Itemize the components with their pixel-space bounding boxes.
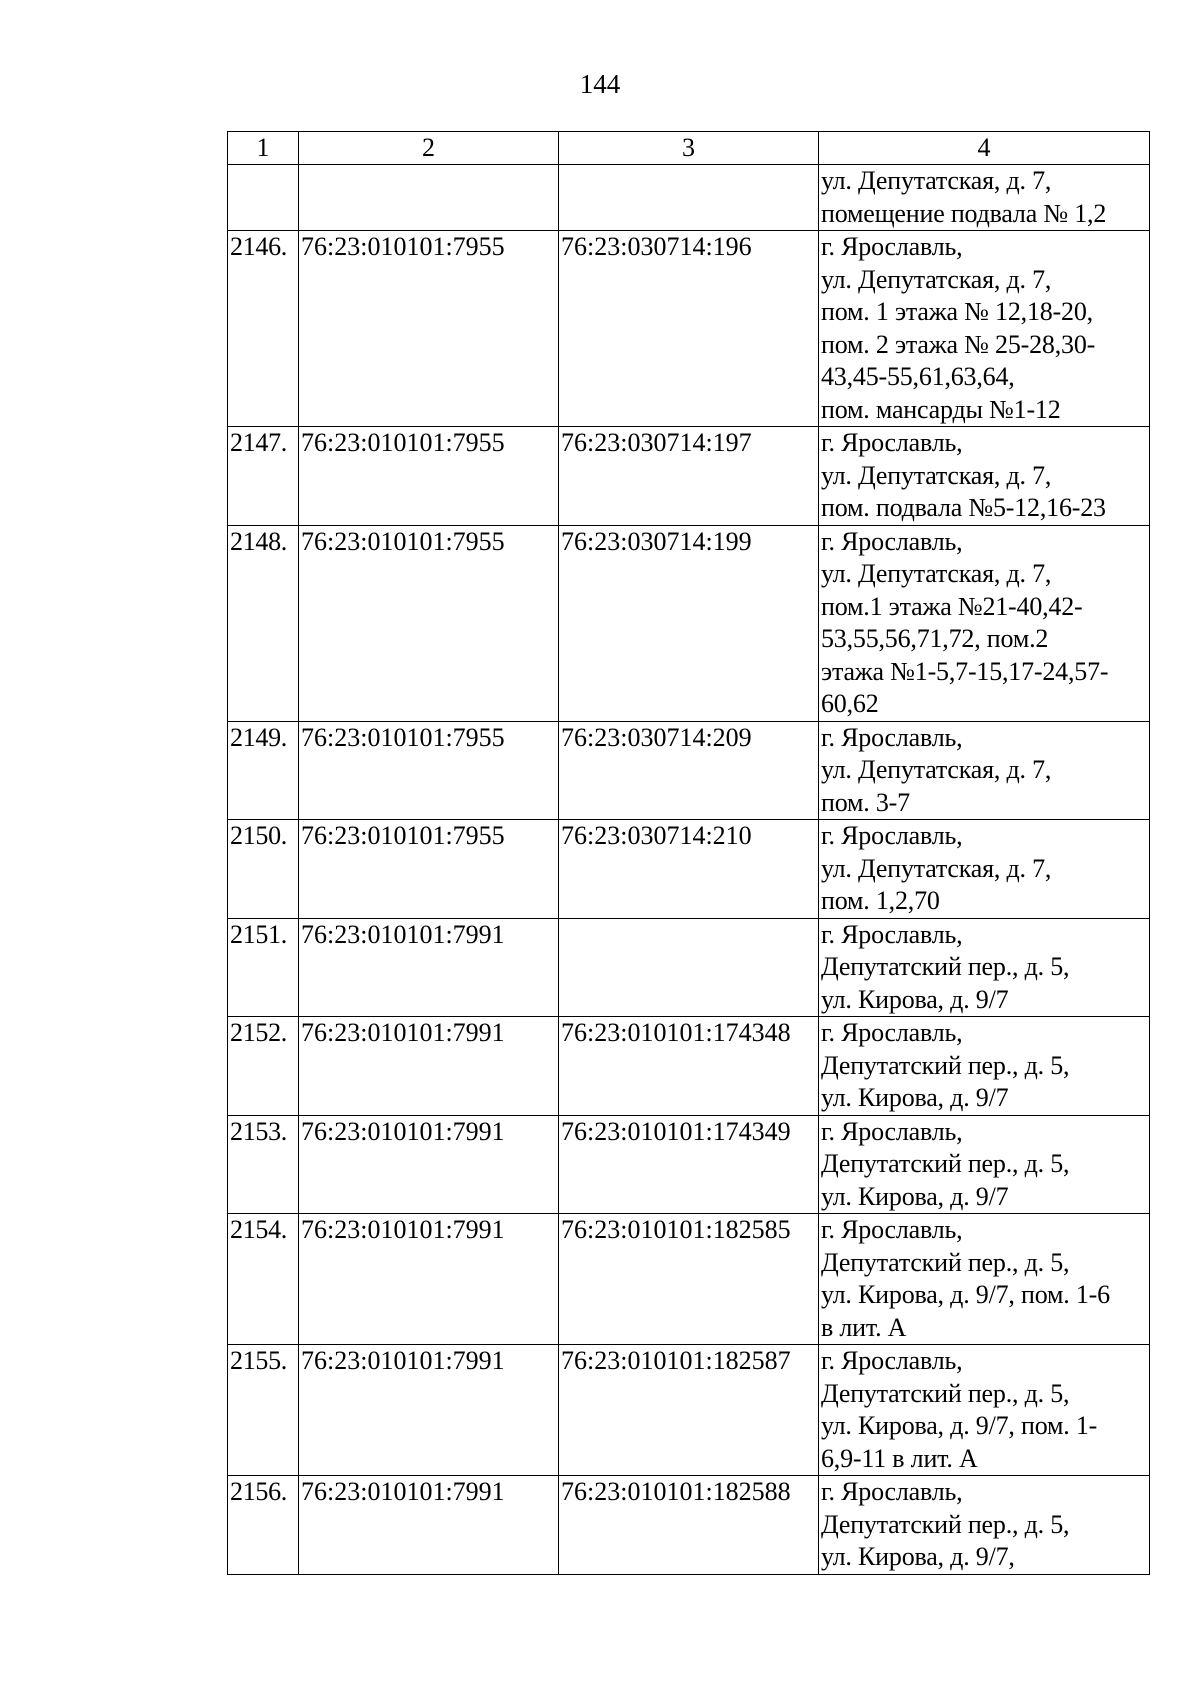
row-number: 2146. xyxy=(228,231,299,427)
cadastral-number-parcel: 76:23:010101:7991 xyxy=(299,1017,559,1116)
cadastral-number-object: 76:23:030714:210 xyxy=(559,820,819,919)
address: г. Ярославль, ул. Депутатская, д. 7, пом. 1 этажа № 12,18-20, пом. 2 этажа № 25-28,30- 43,45-55,61,63,64, пом. мансарды №1-12 xyxy=(819,231,1150,427)
address: г. Ярославль, Депутатский пер., д. 5, ул. Кирова, д. 9/7 xyxy=(819,1115,1150,1214)
cadastral-number-object: 76:23:030714:196 xyxy=(559,231,819,427)
column-header-3: 3 xyxy=(559,132,819,165)
column-header-1: 1 xyxy=(228,132,299,165)
row-number: 2155. xyxy=(228,1345,299,1476)
table-row xyxy=(228,427,1150,526)
row-number: 2154. xyxy=(228,1214,299,1345)
table-row xyxy=(228,1476,1150,1575)
cadastral-number-object: 76:23:030714:209 xyxy=(559,721,819,820)
cadastral-number-object: 76:23:030714:197 xyxy=(559,427,819,526)
page-number: 144 xyxy=(579,69,621,99)
cadastral-number-object: 76:23:030714:199 xyxy=(559,525,819,721)
table-row xyxy=(228,1345,1150,1476)
row-number: 2153. xyxy=(228,1115,299,1214)
address: г. Ярославль, ул. Депутатская, д. 7, пом.1 этажа №21-40,42- 53,55,56,71,72, пом.2 этажа №1-5,7-15,17-24,57- 60,62 xyxy=(819,525,1150,721)
row-number: 2148. xyxy=(228,525,299,721)
table-row xyxy=(228,1214,1150,1345)
cadastral-number-object: 76:23:010101:182585 xyxy=(559,1214,819,1345)
registry-table xyxy=(227,131,1150,1575)
table-row xyxy=(228,918,1150,1017)
cadastral-number-parcel: 76:23:010101:7955 xyxy=(299,427,559,526)
cadastral-number-object: 76:23:010101:182587 xyxy=(559,1345,819,1476)
table-row xyxy=(228,1017,1150,1116)
table-row xyxy=(228,1115,1150,1214)
address: г. Ярославль, Депутатский пер., д. 5, ул. Кирова, д. 9/7, xyxy=(819,1476,1150,1575)
table-row xyxy=(228,820,1150,919)
cadastral-number-parcel xyxy=(299,165,559,231)
column-header-4: 4 xyxy=(819,132,1150,165)
row-number: 2156. xyxy=(228,1476,299,1575)
cadastral-number-object xyxy=(559,165,819,231)
address: г. Ярославль, Депутатский пер., д. 5, ул. Кирова, д. 9/7 xyxy=(819,918,1150,1017)
address: г. Ярославль, Депутатский пер., д. 5, ул. Кирова, д. 9/7, пом. 1-6 в лит. А xyxy=(819,1214,1150,1345)
column-header-2: 2 xyxy=(299,132,559,165)
cadastral-number-parcel: 76:23:010101:7955 xyxy=(299,231,559,427)
row-number xyxy=(228,165,299,231)
row-number: 2147. xyxy=(228,427,299,526)
row-number: 2151. xyxy=(228,918,299,1017)
address: г. Ярославль, ул. Депутатская, д. 7, пом. подвала №5-12,16-23 xyxy=(819,427,1150,526)
row-number: 2149. xyxy=(228,721,299,820)
cadastral-number-object xyxy=(559,918,819,1017)
table-row xyxy=(228,525,1150,721)
address: г. Ярославль, Депутатский пер., д. 5, ул. Кирова, д. 9/7 xyxy=(819,1017,1150,1116)
cadastral-number-parcel: 76:23:010101:7955 xyxy=(299,820,559,919)
cadastral-number-parcel: 76:23:010101:7991 xyxy=(299,1476,559,1575)
cadastral-number-object: 76:23:010101:182588 xyxy=(559,1476,819,1575)
table-body xyxy=(228,165,1150,1575)
cadastral-number-object: 76:23:010101:174348 xyxy=(559,1017,819,1116)
table-row xyxy=(228,721,1150,820)
table-row xyxy=(228,165,1150,231)
row-number: 2152. xyxy=(228,1017,299,1116)
header-row xyxy=(228,132,1150,165)
cadastral-number-parcel: 76:23:010101:7991 xyxy=(299,1115,559,1214)
row-number: 2150. xyxy=(228,820,299,919)
table-row xyxy=(228,231,1150,427)
cadastral-number-object: 76:23:010101:174349 xyxy=(559,1115,819,1214)
table-header xyxy=(228,132,1150,165)
address: г. Ярославль, ул. Депутатская, д. 7, пом. 1,2,70 xyxy=(819,820,1150,919)
address: г. Ярославль, Депутатский пер., д. 5, ул. Кирова, д. 9/7, пом. 1- 6,9-11 в лит. А xyxy=(819,1345,1150,1476)
cadastral-number-parcel: 76:23:010101:7991 xyxy=(299,1345,559,1476)
cadastral-number-parcel: 76:23:010101:7991 xyxy=(299,918,559,1017)
cadastral-number-parcel: 76:23:010101:7955 xyxy=(299,721,559,820)
address: ул. Депутатская, д. 7, помещение подвала № 1,2 xyxy=(819,165,1150,231)
cadastral-number-parcel: 76:23:010101:7991 xyxy=(299,1214,559,1345)
address: г. Ярославль, ул. Депутатская, д. 7, пом. 3-7 xyxy=(819,721,1150,820)
cadastral-number-parcel: 76:23:010101:7955 xyxy=(299,525,559,721)
